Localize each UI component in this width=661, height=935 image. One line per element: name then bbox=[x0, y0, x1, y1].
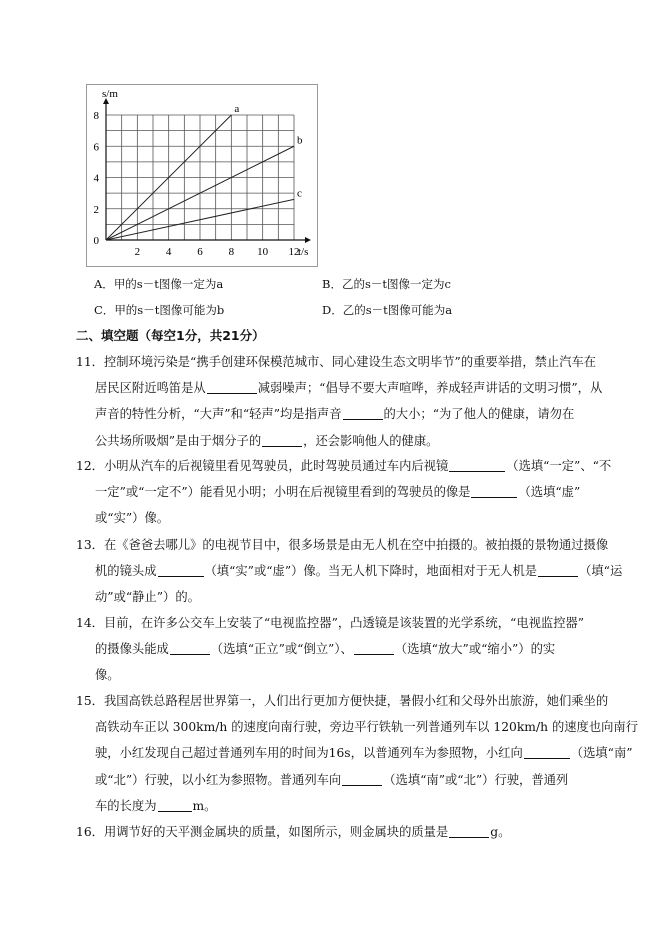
question-text: 我国高铁总路程居世界第一，人们出行更加方便快捷，暑假小红和父母外出旅游，她们乘坐的 bbox=[103, 694, 609, 708]
question-11 bbox=[76, 349, 602, 454]
option-d bbox=[322, 302, 452, 318]
question-number: 11． bbox=[76, 355, 104, 369]
question-text: 的摄像头能成 bbox=[95, 642, 169, 657]
question-text: 减弱噪声；“倡导不要大声喧哗，养成轻声讲话的文明习惯”，从 bbox=[257, 381, 603, 396]
question-text: 或“北”）行驶，以小红为参照物。普通列车向 bbox=[95, 772, 342, 787]
question-text: 目前，在许多公交车上安装了“电视监控器”，凸透镜是该装置的光学系统，“电视监控器” bbox=[103, 616, 585, 630]
x-axis-label: t/s bbox=[298, 246, 309, 258]
series-label-b: b bbox=[297, 134, 303, 147]
answer-blank[interactable] bbox=[524, 746, 570, 759]
question-text: （选填“南” bbox=[570, 746, 633, 761]
question-text: 公共场所吸烟”是由于烟分子的 bbox=[95, 433, 262, 448]
y-axis-label: s/m bbox=[102, 88, 118, 100]
question-15 bbox=[76, 688, 638, 819]
question-16 bbox=[76, 819, 510, 845]
answer-blank[interactable] bbox=[449, 459, 505, 472]
option-c-letter: C． bbox=[94, 303, 115, 317]
y-tick-label: 2 bbox=[93, 203, 99, 216]
x-tick-label: 12 bbox=[288, 246, 300, 258]
st-graph-figure bbox=[86, 84, 318, 267]
answer-blank[interactable] bbox=[207, 381, 257, 394]
answer-blank[interactable] bbox=[262, 434, 302, 447]
question-text: 居民区附近鸣笛是从 bbox=[95, 381, 206, 396]
x-tick-label: 6 bbox=[197, 246, 203, 258]
origin-label: 0 bbox=[93, 235, 99, 247]
answer-blank[interactable] bbox=[342, 773, 382, 786]
question-text: 车的长度为 bbox=[95, 798, 157, 813]
answer-blank[interactable] bbox=[471, 485, 517, 498]
option-d-letter: D． bbox=[322, 303, 343, 317]
x-tick-label: 2 bbox=[134, 246, 141, 258]
answer-blank[interactable] bbox=[158, 799, 192, 812]
question-text: （选填“一定”、“不 bbox=[506, 459, 612, 473]
answer-blank[interactable] bbox=[158, 564, 204, 577]
series-label-c: c bbox=[297, 187, 302, 200]
question-text: （选填“正立”或“倒立”）、 bbox=[210, 642, 353, 657]
answer-blank[interactable] bbox=[170, 642, 210, 655]
question-number: 14． bbox=[76, 616, 104, 630]
option-c-text: 甲的s－t图像可能为b bbox=[114, 303, 225, 317]
question-text: 或“实”）像。 bbox=[95, 511, 170, 526]
question-text: 高铁动车正以 300km/h 的速度向南行驶，旁边平行铁轨一列普通列车以 120km/h 的速度也向南行 bbox=[95, 720, 639, 735]
series-label-a: a bbox=[234, 103, 240, 115]
question-14 bbox=[76, 610, 584, 689]
x-axis-arrow bbox=[305, 237, 311, 243]
st-graph-chart bbox=[87, 85, 317, 266]
question-text: g。 bbox=[490, 825, 511, 839]
question-text: 驶，小红发现自己超过普通列车用的时间为16s，以普通列车为参照物，小红向 bbox=[95, 746, 523, 761]
question-text: 在《爸爸去哪儿》的电视节目中，很多场景是由无人机在空中拍摄的。被拍摄的景物通过摄像 bbox=[103, 538, 609, 552]
x-tick-label: 8 bbox=[228, 246, 235, 258]
question-text: 机的镜头成 bbox=[95, 564, 157, 579]
answer-blank[interactable] bbox=[343, 407, 383, 420]
question-text: 像。 bbox=[95, 668, 120, 683]
question-text: 动”或“静止”）的。 bbox=[95, 590, 200, 605]
option-a-text: 甲的s－t图像一定为a bbox=[113, 277, 224, 291]
option-b bbox=[322, 276, 451, 292]
question-text: ，还会影响他人的健康。 bbox=[303, 433, 439, 448]
section-title: 二、填空题（每空1分，共21分） bbox=[76, 328, 265, 343]
x-tick-label: 10 bbox=[257, 246, 269, 258]
x-tick-label: 4 bbox=[165, 246, 172, 258]
question-number: 15． bbox=[76, 694, 104, 708]
question-text: m。 bbox=[192, 798, 217, 813]
answer-blank[interactable] bbox=[354, 642, 394, 655]
question-text: 控制环境污染是“携手创建环保模范城市、同心建设生态文明毕节”的重要举措，禁止汽车在 bbox=[103, 355, 597, 369]
question-number: 12． bbox=[76, 459, 104, 473]
y-tick-label: 4 bbox=[93, 172, 99, 185]
question-text: 小明从汽车的后视镜里看见驾驶员，此时驾驶员通过车内后视镜 bbox=[103, 459, 449, 473]
question-text: （选填“南”或“北”）行驶，普通列 bbox=[383, 772, 569, 787]
question-text: 声音的特性分析，“大声”和“轻声”均是指声音 bbox=[95, 407, 342, 422]
y-tick-label: 8 bbox=[93, 110, 99, 122]
question-text: 的大小；“为了他人的健康，请勿在 bbox=[383, 407, 575, 422]
option-b-text: 乙的s－t图像一定为c bbox=[341, 277, 451, 291]
question-12 bbox=[76, 453, 611, 532]
option-d-text: 乙的s－t图像可能为a bbox=[342, 303, 453, 317]
answer-blank[interactable] bbox=[449, 825, 489, 838]
question-number: 16． bbox=[76, 825, 104, 839]
question-13 bbox=[76, 532, 622, 611]
question-text: （选填“虚” bbox=[518, 485, 581, 500]
question-text: （填“运 bbox=[579, 564, 623, 579]
question-text: 一定”或“一定不”）能看见小明；小明在后视镜里看到的驾驶员的像是 bbox=[95, 485, 471, 500]
option-a-letter: A． bbox=[94, 277, 114, 291]
option-c bbox=[94, 302, 224, 318]
option-b-letter: B． bbox=[322, 277, 342, 291]
y-tick-label: 6 bbox=[93, 141, 99, 154]
question-text: （填“实”或“虚”）像。当无人机下降时，地面相对于无人机是 bbox=[204, 564, 538, 579]
option-a bbox=[94, 276, 223, 292]
answer-blank[interactable] bbox=[538, 564, 578, 577]
question-text: 用调节好的天平测金属块的质量，如图所示，则金属块的质量是 bbox=[103, 825, 449, 839]
question-number: 13． bbox=[76, 538, 104, 552]
question-text: （选填“放大”或“缩小”）的实 bbox=[394, 642, 556, 657]
